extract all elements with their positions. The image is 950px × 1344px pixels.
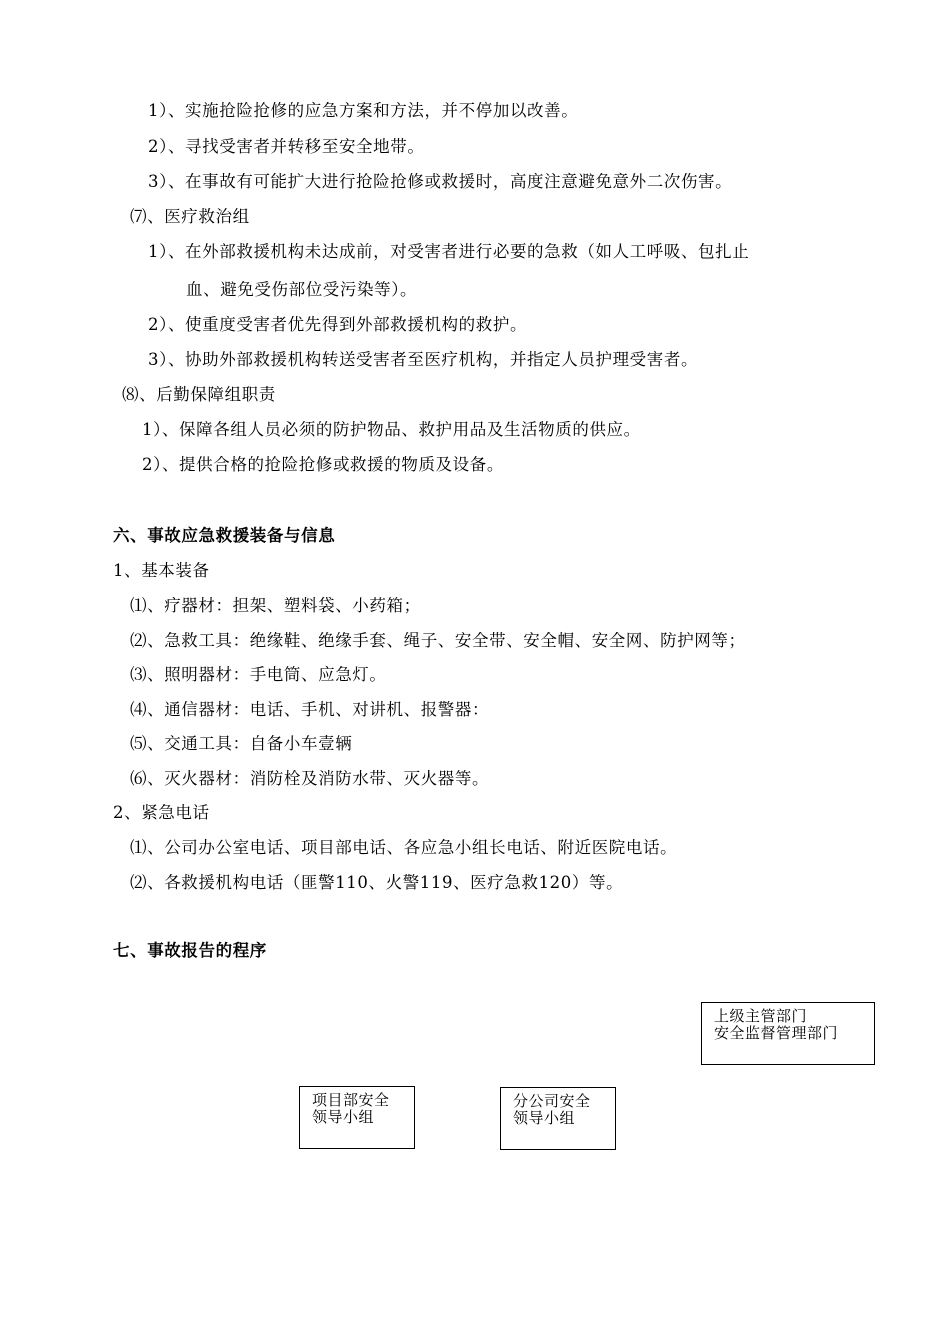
logistics-group-title: ⑻、后勤保障组职责 bbox=[122, 385, 276, 404]
rescue-item-2: 2）、寻找受害者并转移至安全地带。 bbox=[148, 137, 425, 156]
rescue-item-3: 3）、在事故有可能扩大进行抢险抢修或救援时，高度注意避免意外二次伤害。 bbox=[148, 172, 733, 191]
equipment-item-5: ⑸、交通工具：自备小车壹辆 bbox=[130, 734, 353, 753]
equipment-item-6: ⑹、灭火器材：消防栓及消防水带、灭火器等。 bbox=[130, 769, 490, 788]
equipment-item-1: ⑴、疗器材：担架、塑料袋、小药箱； bbox=[130, 596, 421, 615]
box-label: 领导小组 bbox=[513, 1109, 576, 1127]
medical-item-1-cont: 血、避免受伤部位受污染等）。 bbox=[186, 280, 418, 299]
project-safety-group-box bbox=[299, 1086, 415, 1149]
medical-group-title: ⑺、医疗救治组 bbox=[130, 207, 250, 226]
equipment-item-2: ⑵、急救工具：绝缘鞋、绝缘手套、绳子、安全带、安全帽、安全网、防护网等； bbox=[130, 631, 746, 650]
logistics-item-1: 1）、保障各组人员必须的防护物品、救护用品及生活物质的供应。 bbox=[142, 420, 641, 439]
rescue-item-1: 1）、实施抢险抢修的应急方案和方法，并不停加以改善。 bbox=[148, 101, 579, 120]
section6-heading: 六、事故应急救援装备与信息 bbox=[113, 526, 336, 545]
superior-department-box bbox=[701, 1002, 875, 1065]
section7-heading: 七、事故报告的程序 bbox=[113, 941, 267, 960]
box-label: 领导小组 bbox=[312, 1108, 375, 1126]
medical-item-1: 1）、在外部救援机构未达成前，对受害者进行必要的急救（如人工呼吸、包扎止 bbox=[148, 242, 750, 261]
box-label: 上级主管部门 bbox=[714, 1007, 808, 1025]
equipment-item-4: ⑷、通信器材：电话、手机、对讲机、报警器： bbox=[130, 700, 490, 719]
box-label: 分公司安全 bbox=[513, 1092, 591, 1110]
box-label: 项目部安全 bbox=[312, 1091, 390, 1109]
box-label: 安全监督管理部门 bbox=[714, 1024, 839, 1042]
medical-item-2: 2）、使重度受害者优先得到外部救援机构的救护。 bbox=[148, 315, 528, 334]
phone-item-2: ⑵、各救援机构电话（匪警110、火警119、医疗急救120）等。 bbox=[130, 873, 624, 892]
phone-item-1: ⑴、公司办公室电话、项目部电话、各应急小组长电话、附近医院电话。 bbox=[130, 838, 678, 857]
medical-item-3: 3）、协助外部救援机构转送受害者至医疗机构，并指定人员护理受害者。 bbox=[148, 350, 699, 369]
phone-title: 2、紧急电话 bbox=[113, 803, 210, 822]
logistics-item-2: 2）、提供合格的抢险抢修或救援的物质及设备。 bbox=[142, 455, 504, 474]
branch-safety-group-box bbox=[500, 1087, 616, 1150]
equipment-title: 1、基本装备 bbox=[113, 561, 210, 580]
equipment-item-3: ⑶、照明器材：手电筒、应急灯。 bbox=[130, 665, 387, 684]
